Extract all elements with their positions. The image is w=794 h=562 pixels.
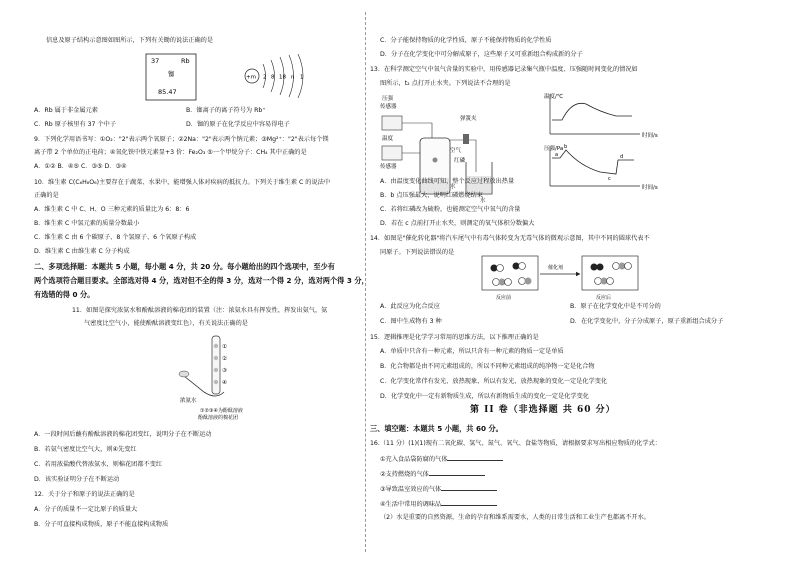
- q10-option-b: B．维生素 C 中氢元素的质量分数最小: [34, 220, 140, 227]
- q13-option-a: A．由温度变化曲线可知，整个反应过程放出热量: [380, 178, 515, 185]
- temp-y-label: 温度/℃: [544, 94, 564, 100]
- q13-option-c: C．若将红磷改为硫粉，也能测定空气中氧气的含量: [380, 206, 521, 213]
- q12-option-a: A．分子的质量不一定比原子的质量大: [34, 506, 138, 513]
- point-b: b: [564, 144, 568, 150]
- mark-4: ④: [222, 380, 227, 386]
- q11-option-a: A．一段时间后蘸有酚酞溶液的棉花团变红，说明分子在不断运动: [34, 431, 212, 438]
- q12-option-c: C．分子能保持物质的化学性质，原子不能保持物质的化学性质: [380, 37, 552, 44]
- connecting-tube: [450, 140, 476, 172]
- q15-option-b: B．化合物都是由不同元素组成的，所以不同种元素组成的纯净物一定是化合物: [380, 363, 595, 370]
- caption-2: 酚酞溶液的棉花团: [198, 415, 239, 420]
- q9-line-2: 离子带 2 个单位的正电荷；④氧化铁中铁元素显+3 价：Fe₂O₃ ⑤一个甲烷分子：CH₄ 其中正确的是: [34, 149, 307, 156]
- temperature-sensor: [382, 146, 402, 160]
- pressure-x-label: 时间/s: [642, 185, 658, 191]
- q14-molecule-figure: [480, 254, 680, 304]
- rb-symbol: Rb: [181, 57, 190, 65]
- q16-blank-1[interactable]: [447, 454, 503, 461]
- pressure-sensor-label-2: 传感器: [380, 104, 397, 110]
- rb-mass: 85.47: [158, 88, 177, 96]
- rb-atomic-number: 37: [151, 57, 160, 65]
- rb-shell-5: 1: [300, 74, 304, 81]
- q14-option-d: D．在化学变化中，分子分成原子，原子重新组合成分子: [570, 318, 724, 325]
- q13-figure: [380, 90, 780, 205]
- caption-1: ①②③④为酚酞溶液: [200, 408, 243, 414]
- red-phosphorus: [433, 158, 438, 163]
- section-2-line-1: 二、多项选择题：本题共 5 小题，每小题 4 分，共 20 分。每小题给出的四个选项中，至少有: [34, 262, 335, 271]
- q14-line-1: 14．如图是"催化转化器"将汽车尾气中有毒气体转变为无毒气体的微观示意图，其中不同的圆球代表不: [370, 235, 650, 242]
- rb-name: 铷: [168, 70, 175, 78]
- rb-nucleus-charge: +m: [246, 74, 256, 81]
- water-label-1: 水: [450, 184, 456, 190]
- q13-line-2: 图所示，t₂ 点打开止水夹。下列说法不合理的是: [380, 80, 511, 87]
- volume-2-title: 第 II 卷（非选择题 共 60 分）: [470, 405, 616, 415]
- rb-shell-2: 8: [271, 74, 275, 81]
- temp-x-label: 时间/s: [642, 133, 658, 139]
- after-box: [582, 256, 638, 290]
- section-3-heading: 三、填空题：本题共 5 小题，共 60 分。: [370, 424, 503, 433]
- rb-shell-1: 2: [263, 74, 267, 81]
- q14-line-2: 同原子。下列说法错误的是: [380, 249, 455, 256]
- q14-option-b: B．原子在化学变化中是不可分的: [570, 303, 661, 310]
- q-rb-option-b: B．铷离子的离子符号为 Rb⁺: [186, 107, 266, 114]
- q-rb-option-c: C．Rb 原子核里有 37 个中子: [34, 121, 117, 128]
- ammonia-cotton: [179, 371, 189, 377]
- q12-stem: 12．关于分子和原子的说法正确的是: [34, 491, 135, 498]
- q16-item-1: ①充入食品袋防腐的气体: [380, 454, 503, 465]
- cotton-ball-4: [214, 380, 218, 384]
- q10-option-a: A．维生素 C 中 C、H、O 三种元素的质量比为 6：8：6: [34, 206, 190, 213]
- q13-option-b: B．b 点压强最大，说明红磷燃烧结束: [380, 192, 483, 199]
- q-rb-stem: 信息及原子结构示意图如图所示，下列有关锄的说法正确的是: [46, 37, 214, 44]
- ammonia-label: 浓氨水: [180, 398, 197, 404]
- pressure-y-label: 压强/Pa: [544, 146, 564, 152]
- q9-options: A．①② B．④⑤ C．③⑤ D．③④: [34, 163, 127, 170]
- q16-blank-2[interactable]: [429, 469, 485, 476]
- section-2-line-2: 两个选项符合题目要求。全部选对得 4 分，选对但不全的得 3 分，选对一个得 2 分，选对两个得 3 分，: [34, 276, 369, 285]
- pressure-sensor: [382, 116, 402, 130]
- red-phosphorus-label: 红磷: [454, 158, 466, 164]
- before-label: 反应前: [496, 295, 512, 301]
- q16-blank-3[interactable]: [441, 484, 497, 491]
- temp-sensor-label-2: 传感器: [380, 164, 397, 170]
- q-rb-option-a: A．Rb 属于非金属元素: [34, 107, 98, 114]
- cotton-ball-3: [214, 368, 218, 372]
- q11-line-1: 11．如图是探究浓氨水和酚酞溶液的棉花团的装置（注：浓氨水具有挥发性，挥发出氨气，氨: [72, 307, 328, 314]
- q11-option-b: B．若氨气密度比空气大，则④先变红: [34, 446, 137, 453]
- q10-option-c: C．维生素 C 由 6 个碳原子、8 个氢原子、6 个氧原子构成: [34, 234, 197, 241]
- q16-line-2: （2）水是重要的自然资源，生命的孕育和维系需要水，人类的日常生活和工业生产也都离不开水。: [380, 514, 650, 521]
- mark-2: ②: [222, 356, 227, 362]
- q16-blank-4[interactable]: [441, 499, 497, 506]
- rb-figure: [134, 52, 354, 104]
- q13-option-d: D．若在 c 点前打开止水夹，则测定的氧气体积分数偏大: [380, 220, 535, 227]
- q16-item-4: ④生活中常用的调味品: [380, 499, 497, 510]
- q9-line-1: 9．下列化学用语书写：①O₂："2"表示两个氧原子；②2Na："2"表示两个钠元素；③Mg²⁺："2"表示每个镁: [34, 136, 329, 143]
- q10-option-d: D．维生素 C 由维生素 C 分子构成: [34, 248, 130, 255]
- q-rb-option-d: D．铷的原子在化学反应中容易得电子: [186, 121, 290, 128]
- q15-option-c: C．化学变化常伴有发光、放热现象，所以有发光、放热现象的变化一定是化学变化: [380, 378, 608, 385]
- spring-clip: [463, 134, 469, 144]
- spring-clip-label: 弹簧夹: [460, 116, 477, 122]
- q15-option-d: D．化学变化中一定有新物质生成，所以有新物质生成的变化一定是化学变化: [380, 393, 589, 400]
- catalyst-label: 催化剂: [548, 265, 564, 271]
- q11-option-d: D．该实验证明分子在不断运动: [34, 476, 120, 483]
- q16-item-2: ②支持燃烧的气体: [380, 469, 485, 480]
- point-d: d: [620, 154, 624, 160]
- cotton-ball-1: [214, 344, 218, 348]
- q15-option-a: A．单质中只含有一种元素，所以只含有一种元素的物质一定是单质: [380, 348, 564, 355]
- q14-option-a: A．此反应为化合反应: [380, 303, 440, 310]
- cotton-ball-2: [214, 356, 218, 360]
- ammonia-apparatus-figure: [164, 332, 274, 420]
- after-label: 反应后: [596, 295, 612, 301]
- air-label: 空气: [450, 148, 462, 154]
- q10-line-1: 10．维生素 C(C₆H₈O₆)主要存在于蔬菜、水果中，能增强人体对疾病的抵抗力。下列关于维生素 C 的说法中: [34, 179, 331, 186]
- water-label-2: 水: [480, 198, 486, 204]
- q10-line-2: 正确的是: [34, 192, 59, 199]
- rb-shell-3: 18: [279, 74, 286, 81]
- pressure-sensor-label: 压强: [382, 96, 394, 102]
- temp-sensor-label: 温度: [382, 136, 394, 142]
- q16-item-3: ③导致温室效应的气体: [380, 484, 497, 495]
- q12-option-b: B．分子可直接构成物质，原子不能直接构成物质: [34, 521, 169, 528]
- q15-stem: 15．逻辑推理是化学学习常用的思维方法，以下推理正确的是: [370, 334, 539, 341]
- point-c: c: [608, 176, 611, 182]
- mark-1: ①: [222, 344, 227, 350]
- point-a: a: [555, 152, 559, 158]
- q16-line-1: 16.（11 分）(1)(1)现有二氧化碳、氢气、氮气、氧气、食盐等物质，请根据要求写出相应物质的化学式：: [370, 440, 661, 447]
- q11-option-c: C．若用浓盐酸代替浓氨水，则棉花团都不变红: [34, 461, 163, 468]
- temperature-curve: [552, 103, 632, 120]
- q11-line-2: 气密度比空气小，能使酚酞溶液变红色），有关说法正确的是: [84, 320, 248, 327]
- rb-shell-4: n: [291, 74, 295, 81]
- section-2-line-3: 有选错的得 0 分。: [34, 290, 95, 299]
- q13-line-1: 13．在科学测定空气中氧气含量的实验中，用传感器记录集气瓶中温度、压强随时间变化的情况如: [370, 66, 638, 73]
- q14-option-c: C．图中生成物有 3 种: [380, 318, 442, 325]
- mark-3: ③: [222, 368, 227, 374]
- q12-option-d: D．分子在化学变化中可分解成原子，这些原子又可重新组合构成新的分子: [380, 51, 583, 58]
